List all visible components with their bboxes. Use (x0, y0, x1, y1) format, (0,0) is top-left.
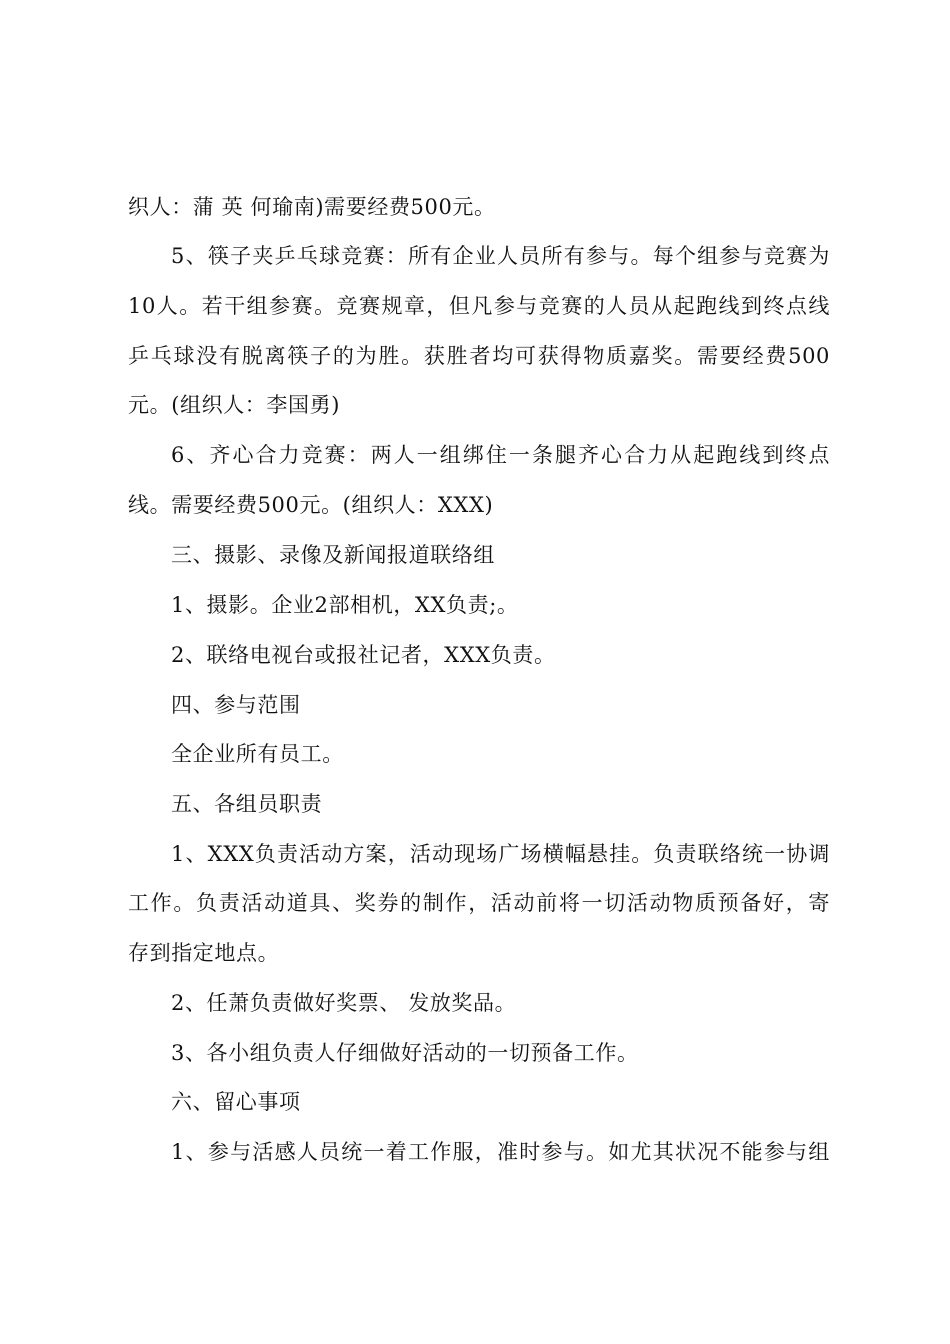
text-line: 1、XXX负责活动方案，活动现场广场横幅悬挂。负责联络统一协调 (171, 842, 830, 866)
text-line: 1、摄影。企业2部相机，XX负责;。 (171, 593, 519, 617)
text-line: 存到指定地点。 (128, 941, 280, 965)
section-heading: 六、留心事项 (171, 1090, 301, 1114)
text-line: 5、筷子夹乒乓球竞赛：所有企业人员所有参与。每个组参与竞赛为 (171, 244, 830, 268)
text-line: 乒乓球没有脱离筷子的为胜。获胜者均可获得物质嘉奖。需要经费500 (128, 344, 830, 368)
text-line: 元。(组织人：李国勇) (128, 393, 340, 417)
section-heading: 四、参与范围 (171, 693, 301, 717)
section-heading: 三、摄影、录像及新闻报道联络组 (171, 543, 495, 567)
text-line: 全企业所有员工。 (171, 742, 344, 766)
section-heading: 五、各组员职责 (171, 792, 323, 816)
text-line: 6、齐心合力竞赛：两人一组绑住一条腿齐心合力从起跑线到终点 (171, 443, 830, 467)
text-line: 2、任萧负责做好奖票、 发放奖品。 (171, 991, 517, 1015)
text-line: 工作。负责活动道具、奖券的制作，活动前将一切活动物质预备好，寄 (128, 891, 830, 915)
text-line: 3、各小组负责人仔细做好活动的一切预备工作。 (171, 1041, 639, 1065)
text-line: 10人。若干组参赛。竞赛规章，但凡参与竞赛的人员从起跑线到终点线 (128, 294, 830, 318)
text-line: 1、参与活感人员统一着工作服，准时参与。如尤其状况不能参与组 (171, 1140, 830, 1164)
text-line: 2、联络电视台或报社记者，XXX负责。 (171, 643, 556, 667)
text-line: 织人：蒲 英 何瑜南)需要经费500元。 (128, 195, 496, 219)
text-line: 线。需要经费500元。(组织人：XXX) (128, 493, 494, 517)
